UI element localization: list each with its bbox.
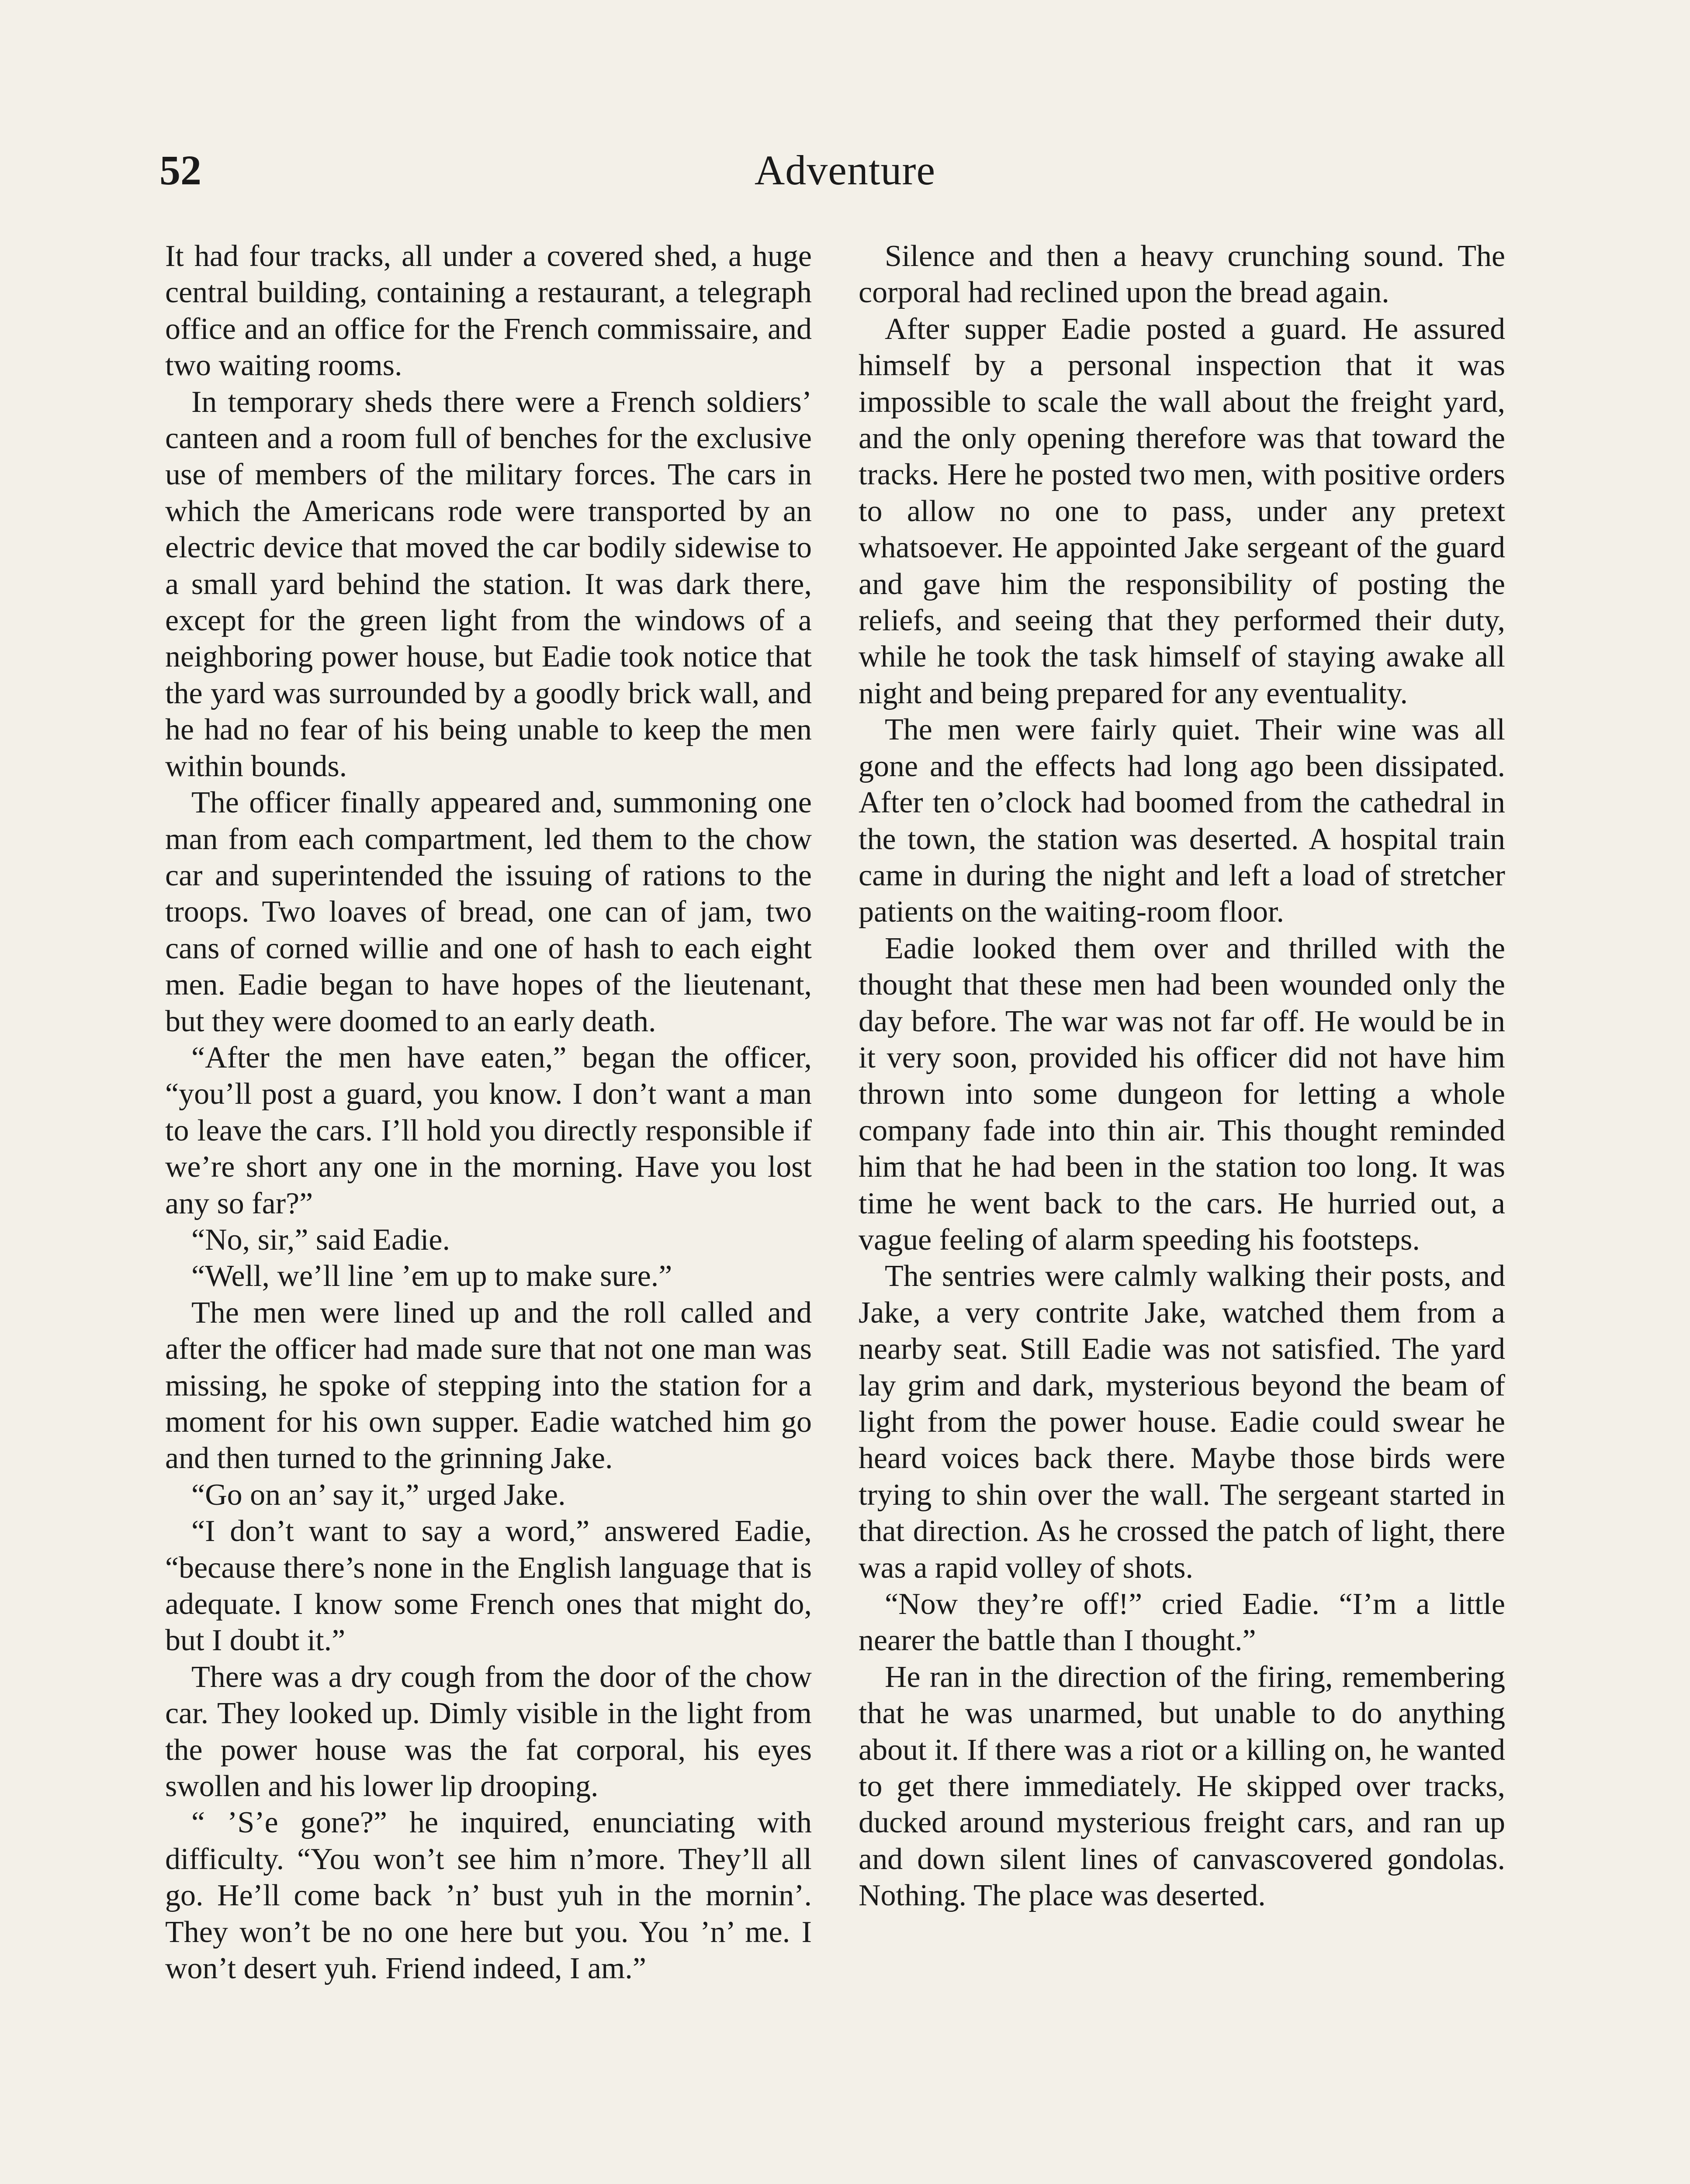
paragraph: “Now they’re off!” cried Eadie. “I’m a little nearer the battle than I thought.”	[859, 1587, 1505, 1658]
running-title: Adventure	[754, 147, 936, 194]
paragraph: The men were lined up and the roll called and after the officer had made sure that not one man was missing, he spoke of stepping into the station for a moment for his own supper. Eadie watched him go and then turned to the grinning Jake.	[165, 1296, 812, 1476]
paragraph: In temporary sheds there were a French soldiers’ canteen and a room full of benches for the exclusive use of members of the military forces. The cars in which the Americans rode were transported by an electric device that moved the car bodily sidewise to a small yard behind the station. It was dark there, except for the green light from the windows of a neighboring power house, but Eadie took notice that the yard was surrounded by a goodly brick wall, and he had no fear of his being unable to keep the men within bounds.	[165, 385, 812, 783]
paragraph: The officer finally appeared and, summoning one man from each compartment, led them to the chow car and superintended the issuing of rations to the troops. Two loaves of bread, one can of jam, two cans of corned willie and one of hash to each eight men. Eadie began to have hopes of the lieutenant, but they were doomed to an early death.	[165, 786, 812, 1038]
paragraph: Silence and then a heavy crunching sound. The corporal had reclined upon the bread again.	[859, 239, 1505, 310]
paragraph: The sentries were calmly walking their posts, and Jake, a very contrite Jake, watched them from a nearby seat. Still Eadie was not satisfied. The yard lay grim and dark, mysterious beyond the beam of light from the power house. Eadie could swear he heard voices back there. Maybe those birds were trying to shin over the wall. The sergeant started in that direction. As he crossed the patch of light, there was a rapid volley of shots.	[859, 1259, 1505, 1585]
paragraph: “No, sir,” said Eadie.	[191, 1223, 450, 1257]
paragraph: “Well, we’ll line ’em up to make sure.”	[191, 1259, 672, 1293]
text-column-right	[859, 238, 1505, 1914]
paragraph: Eadie looked them over and thrilled with the thought that these men had been wounded only the day before. The war was not far off. He would be in it very soon, provided his officer did not have him thrown into some dungeon for letting a whole company fade into thin air. This thought reminded him that he had been in the station too long. It was time he went back to the cars. He hurried out, a vague feeling of alarm speeding his footsteps.	[859, 931, 1505, 1257]
paragraph: There was a dry cough from the door of the chow car. They looked up. Dimly visible in the light from the power house was the fat corporal, his eyes swollen and his lower lip drooping.	[165, 1660, 812, 1804]
paragraph: The men were fairly quiet. Their wine was all gone and the effects had long ago been dissipated. After ten o’clock had boomed from the cathedral in the town, the station was deserted. A hospital train came in during the night and left a load of stretcher patients on the waiting-room floor.	[859, 713, 1505, 929]
paragraph: “I don’t want to say a word,” answered Eadie, “because there’s none in the English language that is adequate. I know some French ones that might do, but I doubt it.”	[165, 1514, 812, 1658]
paragraph: He ran in the direction of the firing, remembering that he was unarmed, but unable to do anything about it. If there was a riot or a killing on, he wanted to get there immediately. He skipped over tracks, ducked around mysterious freight cars, and ran up and down silent lines of canvascovered gondolas. Nothing. The place was deserted.	[859, 1660, 1505, 1913]
text-column-left	[165, 238, 812, 1987]
paragraph: “After the men have eaten,” began the officer, “you’ll post a guard, you know. I don’t want a man to leave the cars. I’ll hold you directly responsible if we’re short any one in the morning. Have you lost any so far?”	[165, 1040, 812, 1220]
paragraph: “Go on an’ say it,” urged Jake.	[191, 1478, 566, 1512]
page-number: 52	[159, 147, 201, 194]
paragraph: “ ’S’e gone?” he inquired, enunciating with difficulty. “You won’t see him n’more. They’ll all go. He’ll come back ’n’ bust yuh in the mornin’. They won’t be no one here but you. You ’n’ me. I won’t desert yuh. Friend indeed, I am.”	[165, 1806, 812, 1986]
paragraph: It had four tracks, all under a covered shed, a huge central building, containing a restaurant, a telegraph office and an office for the French commissaire, and two waiting rooms.	[165, 239, 812, 383]
page-header	[0, 144, 1690, 205]
paragraph: After supper Eadie posted a guard. He assured himself by a personal inspection that it was impossible to scale the wall about the freight yard, and the only opening therefore was that toward the tracks. Here he posted two men, with positive orders to allow no one to pass, under any pretext whatsoever. He appointed Jake sergeant of the guard and gave him the responsibility of posting the reliefs, and seeing that they performed their duty, while he took the task himself of staying awake all night and being prepared for any eventuality.	[859, 312, 1505, 710]
